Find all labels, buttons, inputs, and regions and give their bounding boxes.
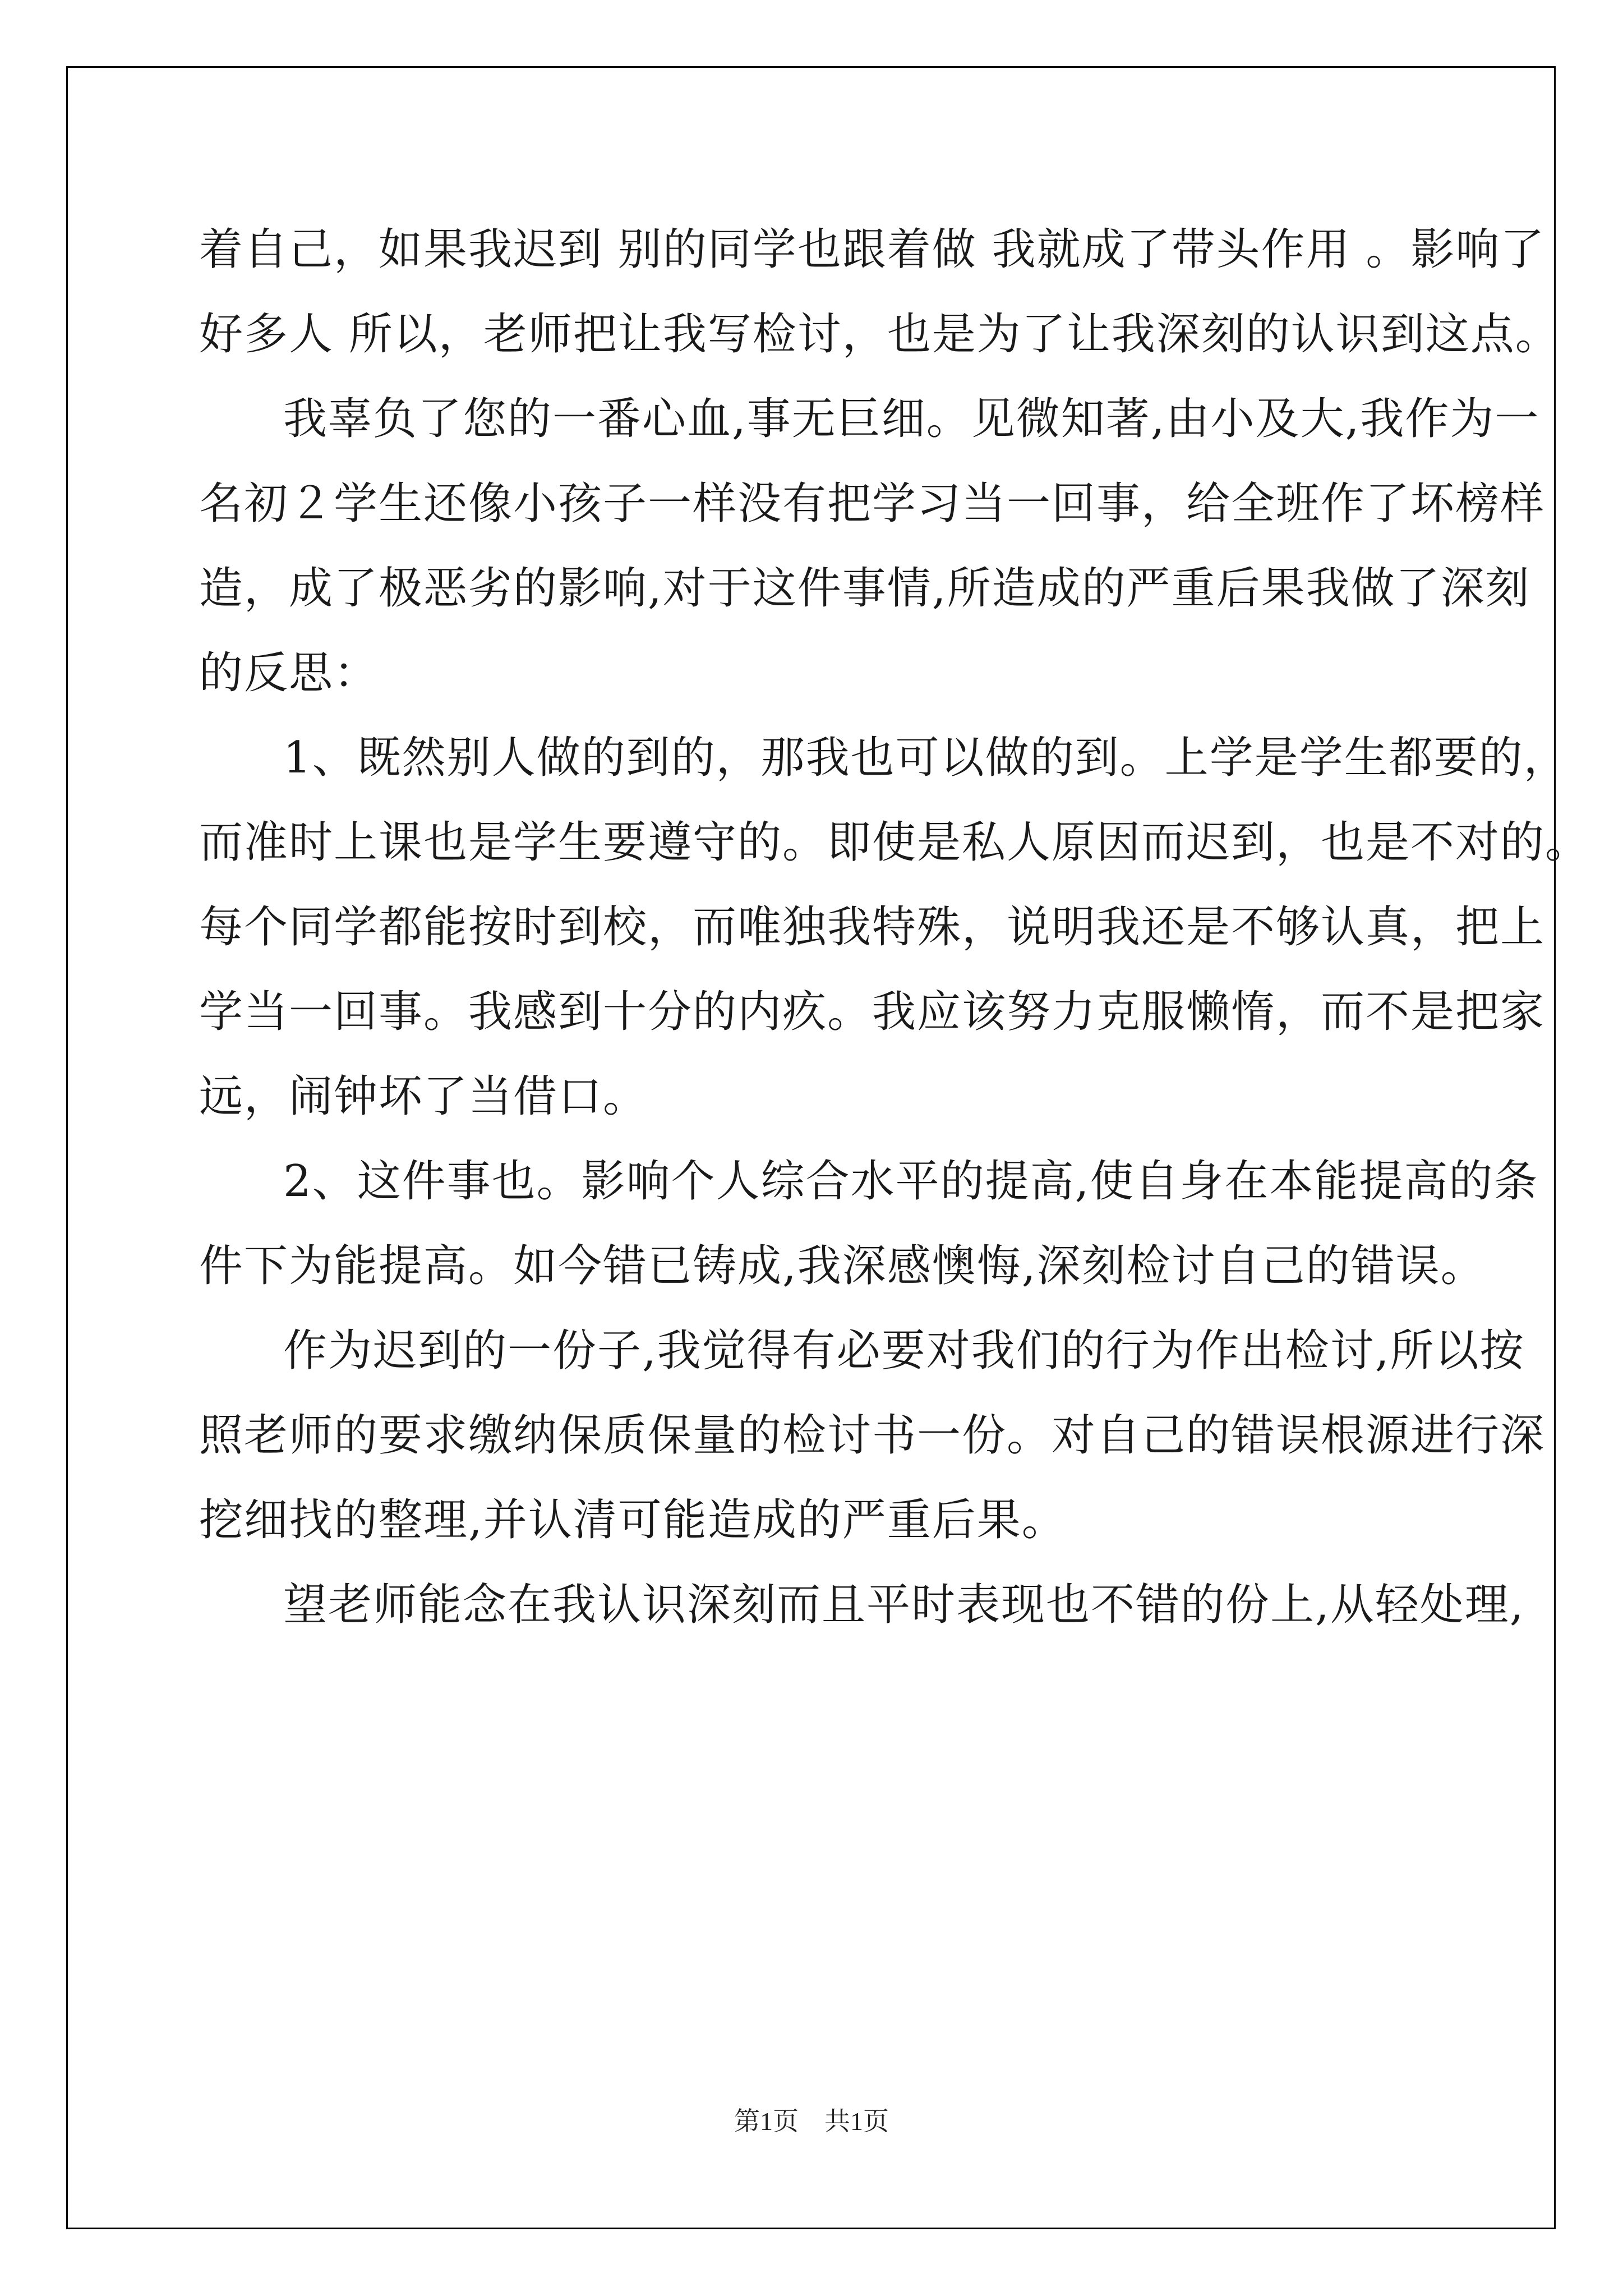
text-line: 造，成了极恶劣的影响,对于这件事情,所造成的严重后果我做了深刻 [199,563,1530,614]
text-line: 的反思： [199,648,379,698]
text-line: 远，闹钟坏了当借口。 [199,1071,648,1122]
text-line: 而准时上课也是学生要遵守的。即使是私人原因而迟到，也是不对的。 [199,817,1590,868]
text-line: 学当一回事。我感到十分的内疚。我应该努力克服懒惰，而不是把家 [199,987,1546,1037]
text-line: 着自己，如果我迟到 别的同学也跟着做 我就成了带头作用 。影响了 [199,224,1546,275]
text-line: 每个同学都能按时到校，而唯独我特殊，说明我还是不够认真，把上 [199,902,1546,953]
paragraph-start: 作为迟到的一份子,我觉得有必要对我们的行为作出检讨,所以按 [283,1326,1525,1376]
text-line: 挖细找的整理,并认清可能造成的严重后果。 [199,1495,1067,1545]
text-line: 件下为能提高。如今错已铸成,我深感懊悔,深刻检讨自己的错误。 [199,1241,1486,1291]
paragraph-start: 我辜负了您的一番心血,事无巨细。见微知著,由小及大,我作为一 [283,394,1540,444]
text-line: 照老师的要求缴纳保质保量的检讨书一份。对自己的错误根源进行深 [199,1410,1546,1461]
paragraph-start: 1、既然别人做的到的，那我也可以做的到。上学是学生都要的， [283,733,1569,783]
text-line: 好多人 所以，老师把让我写检讨，也是为了让我深刻的认识到这点。 [199,309,1560,360]
paragraph-start: 望老师能念在我认识深刻而且平时表现也不错的份上,从轻处理, [283,1580,1525,1630]
page-number: 第1页 共1页 [734,2107,889,2136]
paragraph-start: 2、这件事也。影响个人综合水平的提高,使自身在本能提高的条 [283,1156,1539,1207]
document-body [199,208,1590,1648]
text-line: 名初２学生还像小孩子一样没有把学习当一回事，给全班作了坏榜样 [199,478,1546,529]
